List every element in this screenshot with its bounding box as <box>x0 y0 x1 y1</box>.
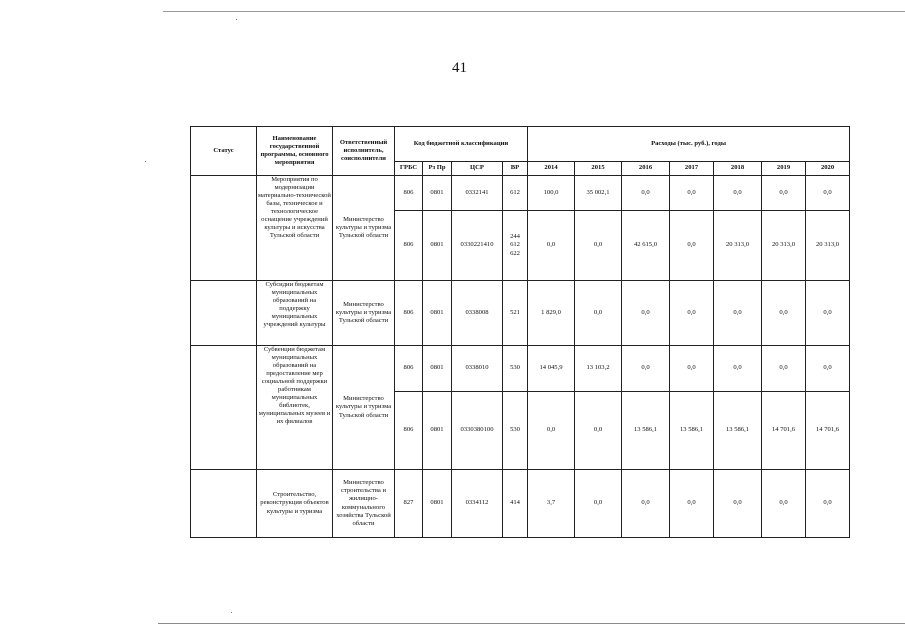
header-year: 2016 <box>622 162 670 176</box>
rzpr-cell: 0801 <box>423 470 452 538</box>
table-row <box>191 176 850 211</box>
value-cell: 0,0 <box>575 470 622 538</box>
grbs-cell: 827 <box>395 470 423 538</box>
vr-cell: 521 <box>503 281 528 346</box>
rzpr-cell: 0801 <box>423 211 452 281</box>
program-name-cell: Строительство, реконструкция объектов культуры и туризма <box>257 470 333 538</box>
vr-cell: 612 <box>503 176 528 211</box>
value-cell: 0,0 <box>528 392 575 470</box>
grbs-cell: 806 <box>395 211 423 281</box>
table-row <box>191 346 850 392</box>
table-header <box>191 127 850 176</box>
value-cell: 13 586,1 <box>622 392 670 470</box>
value-cell: 0,0 <box>622 281 670 346</box>
value-cell: 0,0 <box>806 470 850 538</box>
csr-cell: 0330380100 <box>452 392 503 470</box>
header-rzpr: Рз Пр <box>423 162 452 176</box>
value-cell: 0,0 <box>622 346 670 392</box>
status-cell <box>191 470 257 538</box>
grbs-cell: 806 <box>395 176 423 211</box>
executor-cell: Министерство культуры и туризма Тульской области <box>333 346 395 470</box>
scan-speck <box>236 19 237 20</box>
value-cell: 0,0 <box>670 211 714 281</box>
executor-cell: Министерство культуры и туризма Тульской области <box>333 281 395 346</box>
csr-cell: 0334112 <box>452 470 503 538</box>
value-cell: 0,0 <box>575 392 622 470</box>
grbs-cell: 806 <box>395 392 423 470</box>
header-executor: Ответственный исполнитель, соисполнители <box>333 127 395 176</box>
scan-border-top <box>163 11 905 12</box>
scan-border-bottom <box>158 623 905 624</box>
table-row <box>191 470 850 538</box>
program-name-cell: Мероприятия по модернизации материально-технической базы, техническое и технологическое оснащение учреждений культуры и искусства Тульской области <box>257 176 333 281</box>
value-cell: 0,0 <box>762 281 806 346</box>
vr-cell: 530 <box>503 346 528 392</box>
value-cell: 0,0 <box>670 346 714 392</box>
table-row <box>191 281 850 346</box>
header-status: Статус <box>191 127 257 176</box>
value-cell: 13 586,1 <box>670 392 714 470</box>
value-cell: 0,0 <box>528 211 575 281</box>
rzpr-cell: 0801 <box>423 346 452 392</box>
status-cell <box>191 176 257 281</box>
status-cell <box>191 281 257 346</box>
grbs-cell: 806 <box>395 281 423 346</box>
value-cell: 0,0 <box>622 176 670 211</box>
value-cell: 20 313,0 <box>806 211 850 281</box>
csr-cell: 0338010 <box>452 346 503 392</box>
value-cell: 0,0 <box>762 176 806 211</box>
executor-cell: Министерство культуры и туризма Тульской области <box>333 176 395 281</box>
vr-cell: 530 <box>503 392 528 470</box>
rzpr-cell: 0801 <box>423 176 452 211</box>
header-program-name: Наименование государственной программы, основного мероприятия <box>257 127 333 176</box>
value-cell: 0,0 <box>575 281 622 346</box>
status-cell <box>191 346 257 470</box>
vr-code: 244 <box>510 233 520 241</box>
value-cell: 13 103,2 <box>575 346 622 392</box>
csr-cell: 0338008 <box>452 281 503 346</box>
value-cell: 0,0 <box>762 470 806 538</box>
value-cell: 0,0 <box>622 470 670 538</box>
header-expenses: Расходы (тыс. руб.), годы <box>528 127 850 162</box>
value-cell: 0,0 <box>762 346 806 392</box>
value-cell: 3,7 <box>528 470 575 538</box>
header-grbs: ГРБС <box>395 162 423 176</box>
value-cell: 0,0 <box>670 281 714 346</box>
value-cell: 0,0 <box>714 470 762 538</box>
rzpr-cell: 0801 <box>423 392 452 470</box>
value-cell: 20 313,0 <box>714 211 762 281</box>
value-cell: 14 045,9 <box>528 346 575 392</box>
header-year: 2015 <box>575 162 622 176</box>
value-cell: 0,0 <box>806 281 850 346</box>
value-cell: 14 701,6 <box>806 392 850 470</box>
value-cell: 100,0 <box>528 176 575 211</box>
header-year: 2018 <box>714 162 762 176</box>
budget-table <box>190 126 850 538</box>
value-cell: 35 002,1 <box>575 176 622 211</box>
header-year: 2019 <box>762 162 806 176</box>
value-cell: 0,0 <box>575 211 622 281</box>
scan-speck <box>145 161 146 162</box>
value-cell: 0,0 <box>714 176 762 211</box>
value-cell: 0,0 <box>670 470 714 538</box>
value-cell: 20 313,0 <box>762 211 806 281</box>
rzpr-cell: 0801 <box>423 281 452 346</box>
scan-speck <box>231 612 232 613</box>
program-name-cell: Субвенции бюджетам муниципальных образований на предоставление мер социальной поддержки работникам муниципальных библиотек, муниципальных музеев и их филиалов <box>257 346 333 470</box>
value-cell: 0,0 <box>806 176 850 211</box>
grbs-cell: 806 <box>395 346 423 392</box>
value-cell: 14 701,6 <box>762 392 806 470</box>
header-vr: ВР <box>503 162 528 176</box>
value-cell: 0,0 <box>806 346 850 392</box>
value-cell: 13 586,1 <box>714 392 762 470</box>
csr-cell: 0330221410 <box>452 211 503 281</box>
value-cell: 1 829,0 <box>528 281 575 346</box>
value-cell: 0,0 <box>714 281 762 346</box>
header-year: 2017 <box>670 162 714 176</box>
header-csr: ЦСР <box>452 162 503 176</box>
vr-code: 622 <box>510 249 520 257</box>
header-year: 2014 <box>528 162 575 176</box>
value-cell: 42 615,0 <box>622 211 670 281</box>
csr-cell: 0332141 <box>452 176 503 211</box>
vr-cell: 414 <box>503 470 528 538</box>
page-number: 41 <box>452 60 467 76</box>
header-budget-code: Код бюджетной классификации <box>395 127 528 162</box>
program-name-cell: Субсидии бюджетам муниципальных образований на поддержку муниципальных учреждений культуры <box>257 281 333 346</box>
executor-cell: Министерство строительства и жилищно-коммунального хозяйства Тульской области <box>333 470 395 538</box>
value-cell: 0,0 <box>670 176 714 211</box>
header-year: 2020 <box>806 162 850 176</box>
vr-cell <box>503 211 528 281</box>
value-cell: 0,0 <box>714 346 762 392</box>
vr-code: 612 <box>510 241 520 249</box>
